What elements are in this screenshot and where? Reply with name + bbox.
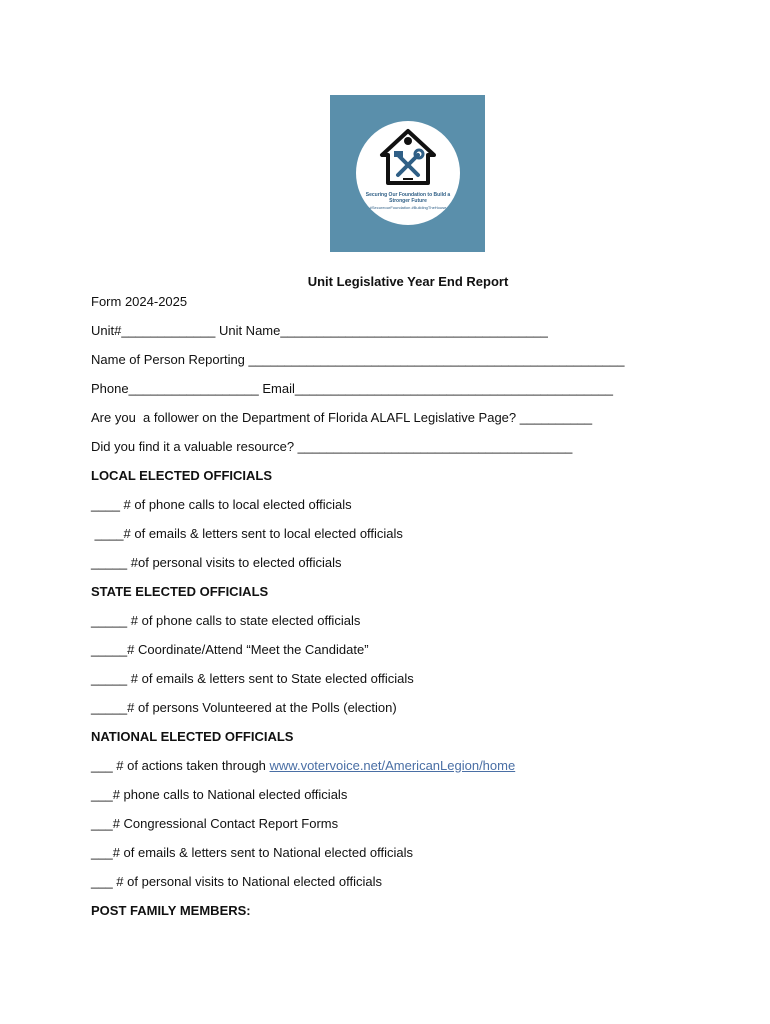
local-item[interactable]: _____ #of personal visits to elected officials	[91, 555, 342, 570]
national-item[interactable]: ___# phone calls to National elected officials	[91, 787, 348, 802]
unit-field[interactable]: Unit#_____________ Unit Name_____________________________________	[91, 323, 548, 338]
logo-circle	[356, 121, 460, 225]
house-tools-icon	[378, 127, 438, 187]
state-heading: STATE ELECTED OFFICIALS	[91, 584, 269, 599]
follower-question[interactable]: Are you a follower on the Department of Florida ALAFL Legislative Page? __________	[91, 410, 593, 425]
local-heading: LOCAL ELECTED OFFICIALS	[91, 468, 273, 483]
national-heading: NATIONAL ELECTED OFFICIALS	[91, 729, 294, 744]
logo	[330, 95, 485, 252]
logo-hashtags: #SecureourFoundation #BuildingTheHouse	[369, 205, 447, 210]
national-item-prefix: ___ # of actions taken through	[91, 758, 270, 773]
votervoice-link[interactable]: www.votervoice.net/AmericanLegion/home	[269, 758, 516, 773]
local-item[interactable]: ____ # of phone calls to local elected officials	[91, 497, 352, 512]
state-item[interactable]: _____# of persons Volunteered at the Polls (election)	[91, 700, 397, 715]
national-item[interactable]	[91, 758, 515, 774]
national-item[interactable]: ___# of emails & letters sent to National elected officials	[91, 845, 414, 860]
post-family-heading: POST FAMILY MEMBERS:	[91, 903, 251, 918]
national-item[interactable]: ___ # of personal visits to National elected officials	[91, 874, 382, 889]
form-year: Form 2024-2025	[91, 294, 188, 309]
report-title: Unit Legislative Year End Report	[307, 274, 509, 289]
logo-tagline: Securing Our Foundation to Build a Stronger Future	[365, 192, 451, 204]
phone-email-field[interactable]: Phone__________________ Email____________________________________________	[91, 381, 613, 396]
state-item[interactable]: _____ # of phone calls to state elected officials	[91, 613, 361, 628]
national-item[interactable]: ___# Congressional Contact Report Forms	[91, 816, 339, 831]
state-item[interactable]: _____# Coordinate/Attend “Meet the Candidate”	[91, 642, 369, 657]
local-item[interactable]: ____# of emails & letters sent to local elected officials	[91, 526, 403, 541]
reporter-field[interactable]: Name of Person Reporting ____________________________________________________	[91, 352, 625, 367]
valuable-question[interactable]: Did you find it a valuable resource? ______________________________________	[91, 439, 573, 454]
state-item[interactable]: _____ # of emails & letters sent to State elected officials	[91, 671, 414, 686]
